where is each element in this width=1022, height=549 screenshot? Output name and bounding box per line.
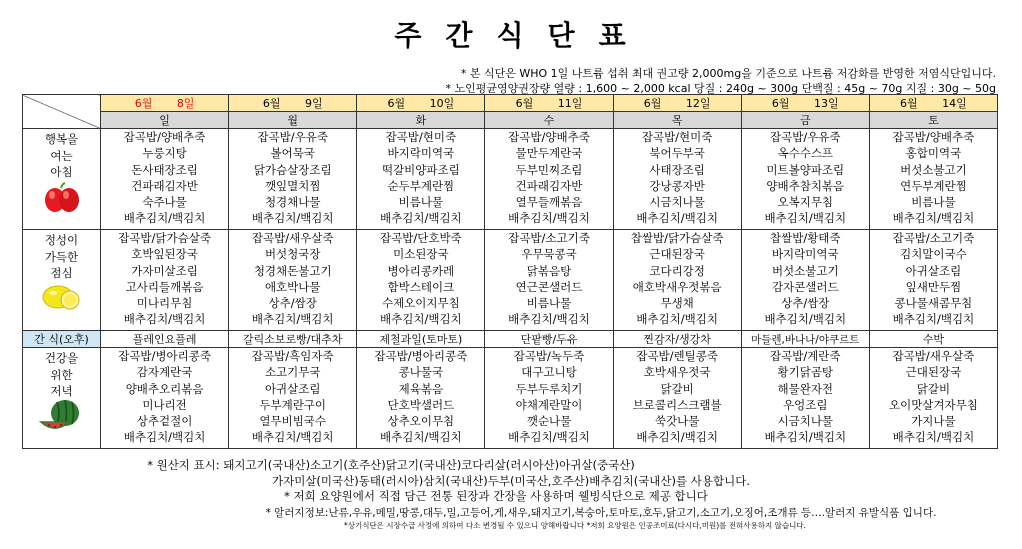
menu-item: 감자콘샐러드 [771, 279, 839, 294]
meal-cell [357, 348, 485, 449]
menu-item: 애호박나물 [264, 279, 321, 294]
menu-item: 볼어묵국 [270, 146, 315, 161]
menu-item: 우무묵콩국 [521, 247, 577, 262]
menu-item: 배추김치/백김치 [380, 430, 462, 445]
menu-item: 감자계란국 [136, 365, 193, 380]
menu-item: 병아리콩카레 [387, 263, 455, 278]
menu-item: 잡곡밥/우유죽 [770, 130, 841, 144]
menu-item: 사태장조림 [649, 162, 705, 177]
weekday-cell: 토 [869, 112, 997, 129]
meal-cell [485, 348, 613, 449]
menu-item: 닭가슴살장조림 [253, 162, 332, 177]
menu-item: 배추김치/백김치 [764, 430, 847, 445]
menu-item: 옥수수스프 [777, 146, 834, 161]
meal-cell [357, 230, 485, 331]
menu-item: 미나리무침 [136, 296, 193, 311]
page-title: 주 간 식 단 표 [394, 19, 628, 52]
menu-item: 잡곡밥/현미죽 [385, 130, 457, 144]
menu-item: 소고기무국 [264, 365, 321, 380]
menu-item: 청경채나물 [264, 195, 321, 210]
lemon-icon [42, 280, 82, 312]
menu-item: 연두부계란찜 [900, 178, 967, 193]
meal-cell [869, 129, 997, 230]
meal-cell [101, 230, 229, 331]
menu-item: 상추오이무침 [387, 414, 455, 429]
menu-item: 배추김치/백김치 [764, 211, 847, 226]
menu-item: 돈사태장조림 [131, 162, 198, 177]
origin-note-cont: 가자미살(미국산)동태(러시아)삼치(국내산)두부(미국산,호주산)배추김치(국내산)를 사용합니다. [272, 474, 750, 488]
menu-item: 잡곡밥/현미죽 [641, 130, 713, 144]
menu-item: 수제오이지무침 [381, 296, 460, 311]
menu-item: 찹쌀밥/닭가슴살죽 [630, 231, 724, 245]
menu-item: 가자미살조림 [131, 263, 198, 278]
menu-item: 미트볼양파조림 [766, 162, 845, 177]
header-corner [23, 95, 101, 129]
menu-item: 숙주나물 [142, 195, 187, 210]
menu-item: 잡곡밥/양배추죽 [123, 130, 206, 144]
menu-item: 양배추참치볶음 [766, 178, 845, 193]
nutrition-note: * 노인평균영양권장량 열량 : 1,600 ~ 2,000 kcal 당질 : 240g ~ 300g 단백질 : 45g ~ 70g 지질 : 30g ~ 50g [445, 82, 996, 95]
menu-item: 황기닭곰탕 [777, 365, 834, 380]
menu-item: 배추김치/백김치 [123, 211, 206, 226]
menu-item: 김치말이국수 [900, 247, 967, 262]
menu-item: 북어두부국 [649, 146, 705, 161]
meal-cell [613, 129, 741, 230]
menu-item: 비름나물 [526, 296, 572, 311]
menu-item: 잡곡밥/병아리콩죽 [374, 349, 468, 363]
watermelon-icon [39, 398, 85, 434]
snack-cell: 갈릭소보로빵/대추차 [229, 331, 357, 348]
menu-item: 배추김치/백김치 [508, 430, 590, 445]
snack-label: 간 식(오후) [23, 331, 101, 348]
menu-item: 단호박샐러드 [387, 397, 455, 412]
menu-item: 깻순나물 [526, 414, 572, 429]
menu-item: 잡곡밥/새우살죽 [892, 349, 975, 363]
menu-item: 배추김치/백김치 [251, 211, 334, 226]
menu-item: 잡곡밥/닭가슴살죽 [118, 231, 211, 245]
meal-cell [869, 230, 997, 331]
menu-item: 잡곡밥/소고기죽 [508, 231, 590, 245]
menu-item: 배추김치/백김치 [251, 312, 334, 327]
menu-item: 배추김치/백김치 [892, 211, 975, 226]
weekday-cell: 월 [229, 112, 357, 129]
weekday-cell: 화 [357, 112, 485, 129]
menu-item: 닭볶음탕 [526, 263, 572, 278]
menu-item: 잡곡밥/양배추죽 [892, 130, 975, 144]
menu-item: 잡곡밥/단호박죽 [380, 231, 462, 245]
menu-item: 브로콜리스크램블 [632, 397, 722, 412]
weekday-cell: 금 [741, 112, 869, 129]
menu-item: 버섯소불고기 [900, 162, 967, 177]
menu-item: 상추겉절이 [136, 414, 193, 429]
menu-item: 양배추오리볶음 [125, 381, 204, 396]
snack-cell: 단팥빵/두유 [485, 331, 613, 348]
menu-item: 홍합미역국 [905, 146, 962, 161]
date-cell: 6월 12일 [613, 95, 741, 112]
menu-item: 배추김치/백김치 [636, 312, 718, 327]
menu-item: 상추/쌈장 [268, 296, 317, 311]
meal-cell [357, 129, 485, 230]
apple-icon [44, 182, 80, 214]
menu-item: 비름나물 [398, 195, 444, 210]
breakfast-row [23, 129, 998, 230]
menu-item: 배추김치/백김치 [764, 312, 847, 327]
menu-item: 아귀살조림 [905, 263, 962, 278]
snack-cell: 제철과일(토마토) [357, 331, 485, 348]
menu-item: 오이맛살겨자무침 [888, 397, 978, 412]
menu-item: 청경채돈불고기 [253, 263, 332, 278]
date-cell: 6월 11일 [485, 95, 613, 112]
menu-item: 바지락미역국 [771, 247, 839, 262]
meal-cell [229, 348, 357, 449]
menu-item: 해물완자전 [777, 381, 834, 396]
menu-item: 배추김치/백김치 [123, 430, 206, 445]
menu-item: 건파래김자반 [515, 178, 583, 193]
meal-cell [485, 230, 613, 331]
menu-item: 콩나물새콤무침 [894, 296, 973, 311]
weekday-cell: 일 [101, 112, 229, 129]
snack-cell: 마들렌,바나나/야쿠르트 [741, 331, 869, 348]
snack-cell: 수박 [869, 331, 997, 348]
menu-item: 무생채 [660, 296, 694, 311]
menu-item: 근대된장국 [649, 247, 705, 262]
date-cell: 6월 8일 [101, 95, 229, 112]
dinner-row [23, 348, 998, 449]
date-cell: 6월 14일 [869, 95, 997, 112]
menu-item: 잡곡밥/양배추죽 [508, 130, 590, 144]
sodium-note: * 본 식단은 WHO 1일 나트륨 섭취 최대 권고량 2,000mg을 기준으로 나트륨 저감화를 반영한 저염식단입니다. [460, 67, 996, 80]
menu-item: 콩나물국 [398, 365, 444, 380]
menu-item: 버섯소불고기 [771, 263, 839, 278]
menu-item: 두부민찌조림 [515, 162, 583, 177]
menu-item: 미나리전 [142, 397, 187, 412]
menu-item: 잡곡밥/흑임자죽 [251, 349, 334, 363]
menu-item: 떡갈비양파조림 [381, 162, 460, 177]
menu-item: 고사리들깨볶음 [125, 279, 204, 294]
dinner-label: 건강을 위한 저녁 [23, 348, 101, 449]
weekday-row [23, 112, 998, 129]
meal-cell [741, 230, 869, 331]
menu-item: 쑥갓나물 [654, 414, 700, 429]
date-row [23, 95, 998, 112]
meal-cell [229, 230, 357, 331]
weekly-menu-table [22, 94, 998, 449]
menu-item: 배추김치/백김치 [636, 430, 718, 445]
weekday-cell: 수 [485, 112, 613, 129]
menu-item: 잡곡밥/소고기죽 [892, 231, 975, 245]
weekday-cell: 목 [613, 112, 741, 129]
menu-item: 배추김치/백김치 [251, 430, 334, 445]
sauce-note: * 저희 요양원에서 직접 담근 전통 된장과 간장을 사용하며 웰빙식단으로 제공 합니다 [284, 489, 708, 503]
disclaimer-note: *상기식단은 시장수급 사정에 의하여 다소 변경될 수 있으니 양해바랍니다 *저희 요양원은 인공조미료(다시다,미원)를 전혀사용하지 않습니다. [343, 521, 807, 530]
menu-item: 오복지무침 [777, 195, 834, 210]
menu-item: 잡곡밥/계란죽 [770, 349, 841, 363]
lunch-label: 정성이 가득한 점심 [23, 230, 101, 331]
menu-item: 잡곡밥/렌틸콩죽 [636, 349, 718, 363]
menu-item: 배추김치/백김치 [380, 211, 462, 226]
snack-cell: 찐감자/생강차 [613, 331, 741, 348]
menu-item: 근대된장국 [905, 365, 962, 380]
menu-item: 미소된장국 [393, 247, 449, 262]
menu-item: 시금치나물 [777, 414, 834, 429]
menu-item: 잡곡밥/녹두죽 [513, 349, 585, 363]
menu-item: 연근콘샐러드 [515, 279, 583, 294]
menu-item: 순두부계란찜 [387, 178, 455, 193]
menu-item: 누룽지탕 [142, 146, 187, 161]
menu-item: 아귀살조림 [264, 381, 321, 396]
origin-note: * 원산지 표시: 돼지고기(국내산)소고기(호주산)닭고기(국내산)코다리살(러시아산)아귀살(중국산) [147, 458, 635, 472]
menu-item: 강낭콩자반 [649, 178, 705, 193]
menu-item: 깻잎멸치찜 [264, 178, 321, 193]
menu-item: 코다리강정 [649, 263, 705, 278]
menu-item: 버섯청국장 [264, 247, 321, 262]
menu-item: 비름나물 [911, 195, 956, 210]
menu-item: 배추김치/백김치 [123, 312, 206, 327]
meal-cell [485, 129, 613, 230]
menu-item: 배추김치/백김치 [508, 312, 590, 327]
allergy-note: * 알러지정보:난류,우유,메밀,땅콩,대두,밀,고등어,게,새우,돼지고기,복숭아,토마토,호두,닭고기,소고기,오징어,조개류 등….알러지 유발식품 입니다. [265, 507, 937, 519]
meal-cell [869, 348, 997, 449]
menu-item: 물만두계란국 [515, 146, 583, 161]
menu-item: 잡곡밥/병아리콩죽 [118, 349, 211, 363]
menu-item: 상추/쌈장 [781, 296, 830, 311]
meal-cell [613, 348, 741, 449]
menu-item: 애호박새우젓볶음 [632, 279, 722, 294]
menu-item: 배추김치/백김치 [380, 312, 462, 327]
menu-item: 잡곡밥/새우살죽 [251, 231, 334, 245]
menu-item: 호박잎된장국 [131, 247, 198, 262]
menu-item: 야채계란말이 [515, 397, 583, 412]
menu-item: 함박스테이크 [387, 279, 455, 294]
menu-item: 열무비빔국수 [259, 414, 327, 429]
menu-item: 닭갈비 [660, 381, 694, 396]
menu-item: 찹쌀밥/황태죽 [770, 231, 841, 245]
menu-item: 대구고니탕 [521, 365, 577, 380]
menu-item: 우엉조림 [783, 397, 828, 412]
menu-item: 닭갈비 [916, 381, 951, 396]
date-cell: 6월 10일 [357, 95, 485, 112]
menu-item: 바지락미역국 [387, 146, 455, 161]
menu-item: 두부두루치기 [515, 381, 583, 396]
menu-item: 배추김치/백김치 [892, 312, 975, 327]
menu-item: 잎새만두찜 [905, 279, 962, 294]
date-cell: 6월 13일 [741, 95, 869, 112]
menu-item: 제육볶음 [398, 381, 444, 396]
meal-cell [101, 129, 229, 230]
snack-row [23, 331, 998, 348]
breakfast-label: 행복을 여는 아침 [23, 129, 101, 230]
menu-item: 배추김치/백김치 [892, 430, 975, 445]
meal-cell [229, 129, 357, 230]
meal-cell [741, 348, 869, 449]
lunch-row [23, 230, 998, 331]
menu-item: 건파래김자반 [131, 178, 198, 193]
meal-cell [101, 348, 229, 449]
date-cell: 6월 9일 [229, 95, 357, 112]
snack-cell: 플레인요플레 [101, 331, 229, 348]
meal-cell [613, 230, 741, 331]
meal-cell [741, 129, 869, 230]
menu-item: 배추김치/백김치 [508, 211, 590, 226]
menu-item: 배추김치/백김치 [636, 211, 718, 226]
menu-item: 시금치나물 [649, 195, 705, 210]
menu-item: 가지나물 [911, 414, 956, 429]
menu-item: 두부계란구이 [259, 397, 327, 412]
menu-item: 열무들깨볶음 [515, 195, 583, 210]
menu-item: 잡곡밥/우유죽 [257, 130, 328, 144]
menu-item: 호박새우젓국 [643, 365, 711, 380]
